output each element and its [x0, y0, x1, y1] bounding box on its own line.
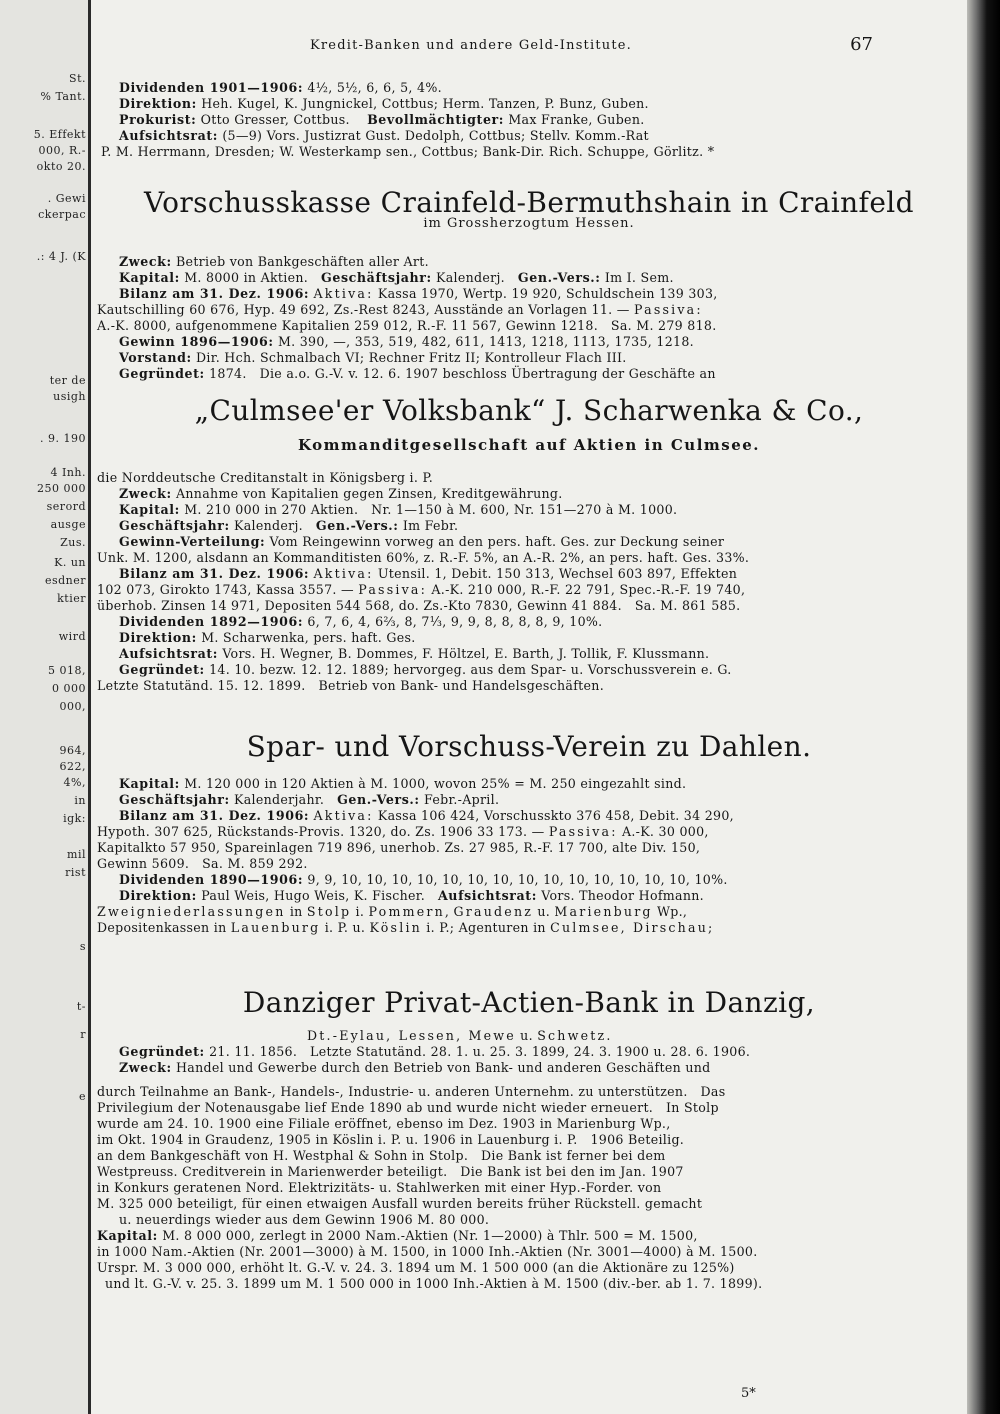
text-line: wurde am 24. 10. 1900 eine Filiale eröffnet, ebenso im Dez. 1903 in Marienburg Wp.,: [97, 1116, 671, 1131]
text-line: P. M. Herrmann, Dresden; W. Westerkamp sen., Cottbus; Bank-Dir. Rich. Schuppe, Görlitz. *: [101, 144, 715, 159]
prev-page-fragment: Zus.: [60, 536, 86, 549]
page-number: 67: [850, 34, 873, 55]
text-line: in 1000 Nam.-Aktien (Nr. 2001—3000) à M. 1500, in 1000 Inh.-Aktien (Nr. 3001—4000) à M. 1500.: [97, 1244, 758, 1259]
section-subheading-culmsee: Kommanditgesellschaft auf Aktien in Culmsee.: [297, 436, 761, 454]
text-line: Prokurist: Otto Gresser, Cottbus. Bevollmächtigter: Max Franke, Guben.: [119, 112, 645, 127]
prev-page-fragment: s: [79, 940, 86, 953]
text-line: Hypoth. 307 625, Rückstands-Provis. 1320, do. Zs. 1906 33 173. — Passiva: A.-K. 30 000,: [97, 824, 709, 839]
text-line: Bilanz am 31. Dez. 1906: Aktiva: Utensil. 1, Debit. 150 313, Wechsel 603 897, Effekten: [119, 566, 738, 581]
text-line: Unk. M. 1200, alsdann an Kommanditisten 60%, z. R.-F. 5%, an A.-R. 2%, an pers. haft. Ges. 33%.: [97, 550, 750, 565]
section-heading-danzig: [91, 986, 967, 1019]
text-line: Kautschilling 60 676, Hyp. 49 692, Zs.-Rest 8243, Ausstände an Vorlagen 11. — Passiva:: [97, 302, 703, 317]
prev-page-fragment: 5 018,: [48, 664, 86, 677]
text-line: A.-K. 8000, aufgenommene Kapitalien 259 012, R.-F. 11 567, Gewinn 1218. Sa. M. 279 818.: [97, 318, 717, 333]
page-header: [91, 34, 967, 58]
text-line: 102 073, Girokto 1743, Kassa 3557. — Passiva: A.-K. 210 000, R.-F. 22 791, Spec.-R.-F. 19 740,: [97, 582, 746, 597]
text-line: Zweck: Handel und Gewerbe durch den Betrieb von Bank- und anderen Geschäften und: [119, 1060, 711, 1075]
text-line: Vorstand: Dir. Hch. Schmalbach VI; Rechner Fritz II; Kontrolleur Flach III.: [119, 350, 627, 365]
heading-text: Vorschusskasse Crainfeld-Bermuthshain in Crainfeld: [144, 186, 914, 219]
text-line: überhob. Zinsen 14 971, Depositen 544 568, do. Zs.-Kto 7830, Gewinn 41 884. Sa. M. 861 585.: [97, 598, 741, 613]
prev-page-fragment: 622,: [59, 760, 86, 773]
text-line: Kapitalkto 57 950, Spareinlagen 719 896, unerhob. Zs. 27 985, R.-F. 17 700, alte Div. 150,: [97, 840, 701, 855]
prev-page-fragment: 5. Effekt: [33, 128, 86, 141]
prev-page-fragment: e: [78, 1090, 86, 1103]
text-line: Privilegium der Notenausgabe lief Ende 1890 ab und wurde nicht wieder erneuert. In Stolp: [97, 1100, 719, 1115]
text-line: u. neuerdings wieder aus dem Gewinn 1906 M. 80 000.: [119, 1212, 490, 1227]
heading-text: Danziger Privat-Actien-Bank in Danzig,: [242, 986, 816, 1019]
prev-page-fragment: St.: [69, 72, 86, 85]
prev-page-fragment: . Gewi: [47, 192, 86, 205]
text-line: Zweck: Betrieb von Bankgeschäften aller Art.: [119, 254, 429, 269]
signature-mark: 5*: [741, 1386, 756, 1401]
prev-page-fragment: K. un: [54, 556, 86, 569]
text-line: Gewinn 1896—1906: M. 390, —, 353, 519, 482, 611, 1413, 1218, 1113, 1735, 1218.: [119, 334, 694, 349]
text-line: Aufsichtsrat: (5—9) Vors. Justizrat Gust. Dedolph, Cottbus; Stellv. Komm.-Rat: [119, 128, 649, 143]
prev-page-fragment: mil: [67, 848, 86, 861]
prev-page-fragment: serord: [46, 500, 86, 513]
text-line: und lt. G.-V. v. 25. 3. 1899 um M. 1 500 000 in 1000 Inh.-Aktien à M. 1500 (div.-ber. ab 1. 7. 1899).: [105, 1276, 763, 1291]
prev-page-fragment: 4%,: [63, 776, 86, 789]
text-line: in Konkurs geratenen Nord. Elektrizitäts- u. Stahlwerken mit einer Hyp.-Forder. von: [97, 1180, 662, 1195]
prev-page-fragment: r: [80, 1028, 86, 1041]
prev-page-fragment: 000,: [59, 700, 86, 713]
heading-text: „Culmsee'er Volksbank“ J. Scharwenka & Co.,: [194, 394, 864, 427]
text-line: Geschäftsjahr: Kalenderj. Gen.-Vers.: Im Febr.: [119, 518, 459, 533]
text-line: Gewinn-Verteilung: Vom Reingewinn vorweg an den pers. haft. Ges. zur Deckung seiner: [119, 534, 725, 549]
text-line: Letzte Statutänd. 15. 12. 1899. Betrieb von Bank- und Handelsgeschäften.: [97, 678, 604, 693]
text-line: die Norddeutsche Creditanstalt in Königsberg i. P.: [97, 470, 434, 485]
prev-page-fragment: t-: [76, 1000, 86, 1013]
prev-page-fragment: 000, R.-: [38, 144, 86, 157]
text-line: Dividenden 1892—1906: 6, 7, 6, 4, 6⅔, 8, 7⅓, 9, 9, 8, 8, 8, 8, 9, 10%.: [119, 614, 603, 629]
text-line: Kapital: M. 120 000 in 120 Aktien à M. 1000, wovon 25% = M. 250 eingezahlt sind.: [119, 776, 687, 791]
text-line: M. 325 000 beteiligt, für einen etwaigen Ausfall wurden bereits früher Rückstell. gemacht: [97, 1196, 703, 1211]
text-line: Gegründet: 14. 10. bezw. 12. 12. 1889; hervorgeg. aus dem Spar- u. Vorschussverein e. G.: [119, 662, 732, 677]
prev-page-fragment: rist: [65, 866, 86, 879]
section-heading-crainfeld: [91, 186, 967, 219]
prev-page-fragment: in: [74, 794, 86, 807]
text-line: Aufsichtsrat: Vors. H. Wegner, B. Dommes, F. Höltzel, E. Barth, J. Tollik, F. Klussmann.: [119, 646, 710, 661]
text-line: Geschäftsjahr: Kalenderjahr. Gen.-Vers.: Febr.-April.: [119, 792, 500, 807]
prev-page-fragment: ausge: [50, 518, 86, 531]
text-line: Zweigniederlassungen in Stolp i. Pommern, Graudenz u. Marienburg Wp.,: [97, 904, 688, 919]
text-line: im Okt. 1904 in Graudenz, 1905 in Köslin i. P. u. 1906 in Lauenburg i. P. 1906 Beteilig.: [97, 1132, 685, 1147]
text-line: Dividenden 1901—1906: 4½, 5½, 6, 6, 5, 4%.: [119, 80, 442, 95]
text-line: Zweck: Annahme von Kapitalien gegen Zinsen, Kreditgewährung.: [119, 486, 563, 501]
prev-page-fragment: 250 000: [37, 482, 86, 495]
text-line: Gewinn 5609. Sa. M. 859 292.: [97, 856, 308, 871]
prev-page-fragment: igk:: [63, 812, 86, 825]
section-heading-culmsee: [91, 394, 967, 427]
section-heading-dahlen: [91, 730, 967, 763]
prev-page-fragment: ckerpac: [38, 208, 86, 221]
prev-page-fragment: esdner: [44, 574, 86, 587]
text-line: Gegründet: 21. 11. 1856. Letzte Statutänd. 28. 1. u. 25. 3. 1899, 24. 3. 1900 u. 28. 6. 1906.: [119, 1044, 751, 1059]
book-spine-shadow: [967, 0, 1000, 1414]
text-line: Dividenden 1890—1906: 9, 9, 10, 10, 10, 10, 10, 10, 10, 10, 10, 10, 10, 10, 10, 10, 10%.: [119, 872, 728, 887]
text-line: Bilanz am 31. Dez. 1906: Aktiva: Kassa 106 424, Vorschusskto 376 458, Debit. 34 290,: [119, 808, 734, 823]
text-line: Kapital: M. 8 000 000, zerlegt in 2000 Nam.-Aktien (Nr. 1—2000) à Thlr. 500 = M. 1500,: [97, 1228, 698, 1243]
section-subheading-crainfeld: im Grossherzogtum Hessen.: [423, 216, 635, 231]
prev-page-fragment: . 9. 190: [40, 432, 86, 445]
prev-page-fragment: usigh: [53, 390, 86, 403]
prev-page-fragment: 4 Inh.: [50, 466, 86, 479]
running-title: Kredit-Banken und andere Geld-Institute.: [309, 38, 632, 53]
text-line: Dt.-Eylau, Lessen, Mewe u. Schwetz.: [307, 1028, 613, 1043]
text-line: Kapital: M. 210 000 in 270 Aktien. Nr. 1—150 à M. 600, Nr. 151—270 à M. 1000.: [119, 502, 678, 517]
text-line: Westpreuss. Creditverein in Marienwerder beteiligt. Die Bank ist bei den im Jan. 1907: [97, 1164, 684, 1179]
prev-page-fragment: 964,: [59, 744, 86, 757]
prev-page-fragment: wird: [58, 630, 86, 643]
text-line: durch Teilnahme an Bank-, Handels-, Industrie- u. anderen Unternehm. zu unterstützen. Das: [97, 1084, 726, 1099]
text-line: Direktion: Paul Weis, Hugo Weis, K. Fischer. Aufsichtsrat: Vors. Theodor Hofmann.: [119, 888, 704, 903]
text-line: Kapital: M. 8000 in Aktien. Geschäftsjahr: Kalenderj. Gen.-Vers.: Im I. Sem.: [119, 270, 674, 285]
text-line: Depositenkassen in Lauenburg i. P. u. Köslin i. P.; Agenturen in Culmsee, Dirschau;: [97, 920, 715, 935]
prev-page-fragment: % Tant.: [40, 90, 86, 103]
text-line: an dem Bankgeschäft von H. Westphal & Sohn in Stolp. Die Bank ist ferner bei dem: [97, 1148, 666, 1163]
previous-page-margin: [0, 0, 91, 1414]
text-line: Gegründet: 1874. Die a.o. G.-V. v. 12. 6. 1907 beschloss Übertragung der Geschäfte an: [119, 366, 716, 381]
text-line: Direktion: M. Scharwenka, pers. haft. Ges.: [119, 630, 416, 645]
prev-page-fragment: ktier: [57, 592, 86, 605]
prev-page-fragment: .: 4 J. (K: [36, 250, 86, 263]
text-line: Direktion: Heh. Kugel, K. Jungnickel, Cottbus; Herm. Tanzen, P. Bunz, Guben.: [119, 96, 649, 111]
text-line: Urspr. M. 3 000 000, erhöht lt. G.-V. v. 24. 3. 1894 um M. 1 500 000 (an die Aktionäre zu 125%): [97, 1260, 735, 1275]
prev-page-fragment: 0 000: [52, 682, 86, 695]
prev-page-fragment: okto 20.: [36, 160, 86, 173]
heading-text: Spar- und Vorschuss-Verein zu Dahlen.: [246, 730, 812, 763]
text-line: Bilanz am 31. Dez. 1906: Aktiva: Kassa 1970, Wertp. 19 920, Schuldschein 139 303,: [119, 286, 718, 301]
prev-page-fragment: ter de: [49, 374, 86, 387]
document-page: [91, 0, 967, 1414]
